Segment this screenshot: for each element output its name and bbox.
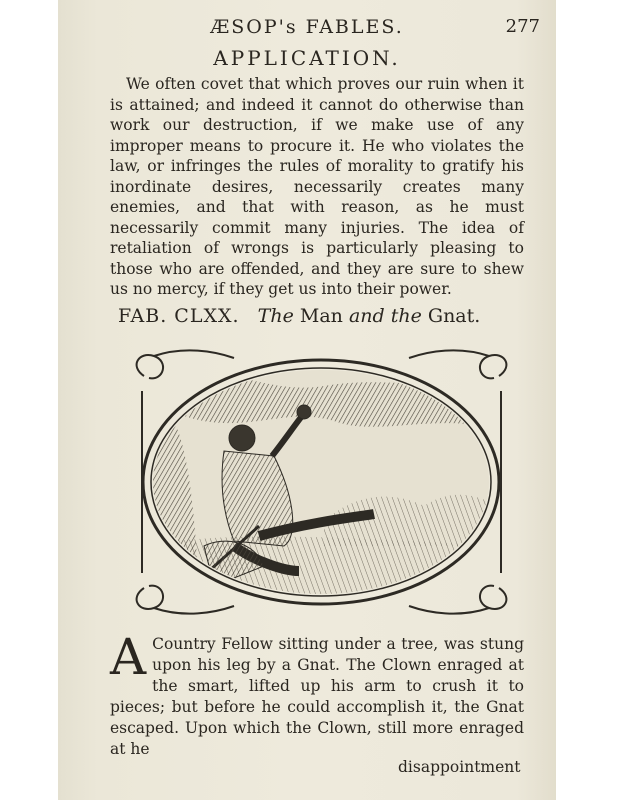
page-number: 277	[505, 16, 540, 37]
fable-number: FAB. CLXX.	[118, 305, 240, 327]
book-page	[58, 0, 556, 800]
running-header	[58, 12, 556, 42]
fable-title-man: Man	[299, 305, 343, 327]
story-text: Country Fellow sitting under a tree, was stung upon his leg by a Gnat. The Clown enraged at the smart, lifted up his arm to crush it to pieces; but before he could accomplish it, the Gnat escaped. Upon which the Clown, still more enraged at he	[110, 635, 524, 758]
woodcut-illustration	[124, 346, 519, 618]
fable-title-the: The	[257, 305, 294, 327]
running-title: ÆSOP's FABLES.	[210, 16, 404, 38]
fable-title-gnat: Gnat.	[427, 305, 481, 327]
drop-cap: A	[110, 628, 147, 686]
fable-story	[110, 628, 524, 760]
fable-title-and-the: and the	[348, 305, 422, 327]
application-heading: APPLICATION.	[213, 46, 401, 70]
fable-heading	[118, 305, 526, 327]
application-paragraph: We often covet that which proves our ruin when it is attained; and indeed it cannot do otherwise than work our destruction, if we make use of any improper means to procure it. He who violates the law, or infringes the rules of morality to gratify his inordinate desires, necessarily creates many enemies, and that with reason, as he must necessarily commit many injuries. The idea of retaliation of wrongs is particularly pleasing to those who are offended, and they are sure to shew us no mercy, if they get us into their power.	[110, 75, 524, 298]
catchword: disappointment	[398, 758, 521, 776]
